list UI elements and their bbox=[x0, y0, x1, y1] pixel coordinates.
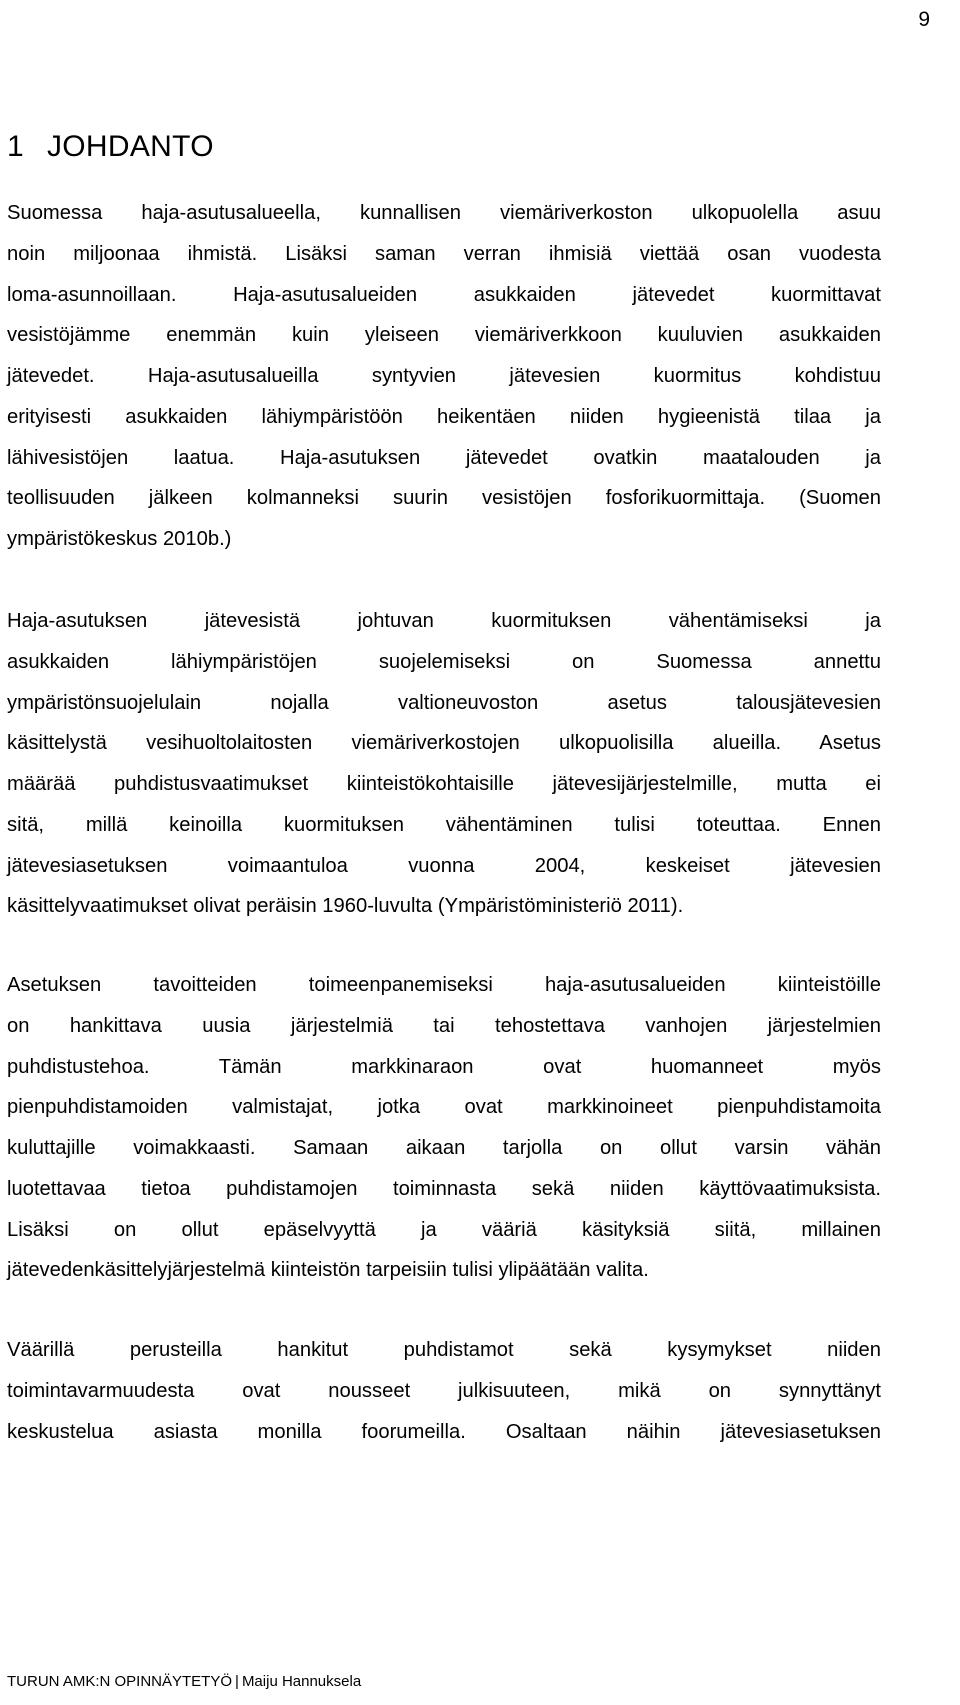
text-line: noin miljoonaa ihmistä. Lisäksi saman verran ihmisiä viettää osan vuodesta bbox=[7, 242, 881, 265]
text-line: Väärillä perusteilla hankitut puhdistamot sekä kysymykset niiden bbox=[7, 1339, 881, 1361]
text-line: jätevedet. Haja-asutusalueilla syntyvien jätevesien kuormitus kohdistuu bbox=[7, 365, 881, 387]
text-line: vesistöjämme enemmän kuin yleiseen viemäriverkkoon kuuluvien asukkaiden bbox=[7, 324, 881, 347]
text-line: jätevesiasetuksen voimaantuloa vuonna 2004, keskeiset jätevesien bbox=[7, 854, 881, 877]
text-line: ympäristökeskus 2010b.) bbox=[7, 528, 232, 550]
paragraph-2 bbox=[7, 601, 881, 927]
text-line: puhdistustehoa. Tämän markkinaraon ovat huomanneet myös bbox=[7, 1055, 881, 1078]
text-line: on hankittava uusia järjestelmiä tai tehostettava vanhojen järjestelmien bbox=[7, 1014, 881, 1037]
text-line: Asetuksen tavoitteiden toimeenpanemiseksi haja-asutusalueiden kiinteistöille bbox=[7, 974, 881, 996]
text-line: pienpuhdistamoiden valmistajat, jotka ovat markkinoineet pienpuhdistamoita bbox=[7, 1096, 881, 1119]
footer-author: Maiju Hannuksela bbox=[241, 1673, 362, 1690]
text-line: ympäristönsuojelulain nojalla valtioneuvoston asetus talousjätevesien bbox=[7, 691, 881, 714]
text-line: jätevedenkäsittelyjärjestelmä kiinteistön tarpeisiin tulisi ylipäätään valita. bbox=[7, 1259, 649, 1282]
text-line: käsittelystä vesihuoltolaitosten viemäriverkostojen ulkopuolisilla alueilla. Asetus bbox=[7, 732, 881, 755]
text-line: erityisesti asukkaiden lähiympäristöön heikentäen niiden hygieenistä tilaa ja bbox=[7, 405, 881, 428]
text-line: luotettavaa tietoa puhdistamojen toiminnasta sekä niiden käyttövaatimuksista. bbox=[7, 1177, 881, 1200]
text-line: Haja-asutuksen jätevesistä johtuvan kuormituksen vähentämiseksi ja bbox=[7, 610, 881, 632]
paragraph-4 bbox=[7, 1330, 881, 1452]
text-line: sitä, millä keinoilla kuormituksen vähentäminen tulisi toteuttaa. Ennen bbox=[7, 813, 881, 836]
text-line: kuluttajille voimakkaasti. Samaan aikaan tarjolla on ollut varsin vähän bbox=[7, 1137, 881, 1159]
page-footer bbox=[7, 1670, 361, 1694]
footer-institution: TURUN AMK:N OPINNÄYTETYÖ bbox=[7, 1673, 233, 1690]
text-line: asukkaiden lähiympäristöjen suojelemiseksi on Suomessa annettu bbox=[7, 650, 881, 673]
text-line: loma-asunnoillaan. Haja-asutusalueiden asukkaiden jätevedet kuormittavat bbox=[7, 283, 881, 306]
text-line: toimintavarmuudesta ovat nousseet julkisuuteen, mikä on synnyttänyt bbox=[7, 1379, 881, 1402]
text-line: käsittelyvaatimukset olivat peräisin 1960-luvulta (Ympäristöministeriö 2011). bbox=[7, 895, 684, 918]
text-line: Suomessa haja-asutusalueella, kunnallisen viemäriverkoston ulkopuolella asuu bbox=[7, 202, 881, 224]
text-line: määrää puhdistusvaatimukset kiinteistökohtaisille jätevesijärjestelmille, mutta ei bbox=[7, 773, 881, 795]
text-line: lähivesistöjen laatua. Haja-asutuksen jätevedet ovatkin maatalouden ja bbox=[7, 446, 881, 469]
footer-separator: | bbox=[235, 1673, 239, 1690]
chapter-title: JOHDANTO bbox=[47, 130, 214, 163]
chapter-number: 1 bbox=[7, 130, 24, 163]
paragraph-3 bbox=[7, 965, 881, 1291]
page-number: 9 bbox=[918, 8, 930, 31]
paragraph-1 bbox=[7, 193, 881, 560]
chapter-heading bbox=[7, 125, 214, 169]
text-line: keskustelua asiasta monilla foorumeilla. Osaltaan näihin jätevesiasetuksen bbox=[7, 1420, 881, 1443]
text-line: Lisäksi on ollut epäselvyyttä ja vääriä käsityksiä siitä, millainen bbox=[7, 1218, 881, 1241]
text-line: teollisuuden jälkeen kolmanneksi suurin vesistöjen fosforikuormittaja. (Suomen bbox=[7, 487, 881, 510]
